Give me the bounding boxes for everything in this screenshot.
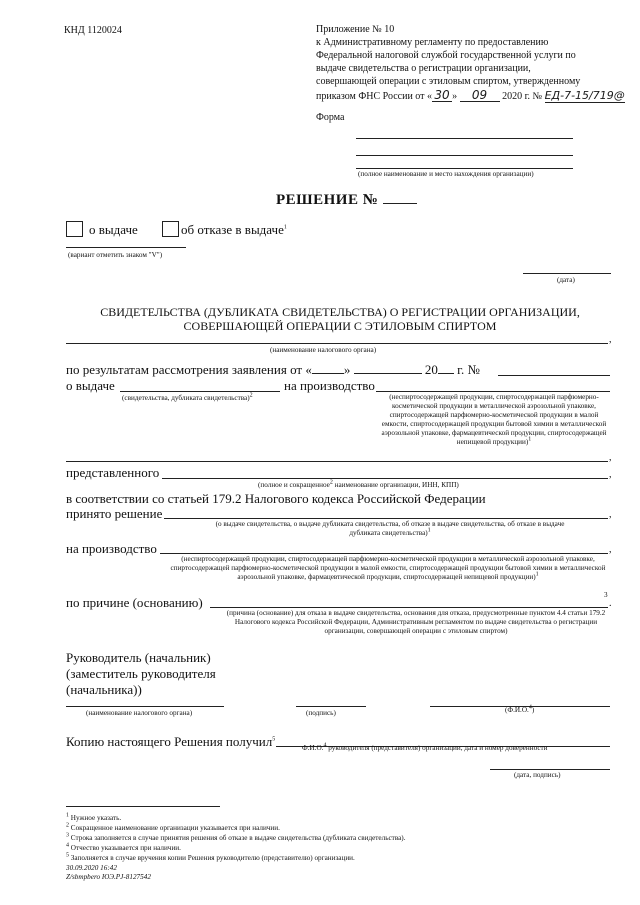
- footnote-text: Заполняется в случае вручения копии Решения руководителю (представителю) организации.: [70, 854, 355, 862]
- footnote-ref: 5: [272, 736, 276, 743]
- decision-made-label: принято решение: [66, 506, 163, 521]
- footnote-number: 4: [66, 842, 69, 849]
- sign-signature-line[interactable]: [296, 706, 366, 707]
- production2-caption: [164, 555, 612, 582]
- tax-body-comma: ,: [609, 334, 612, 345]
- tax-body-line[interactable]: [66, 343, 608, 344]
- date-sign-line[interactable]: [490, 769, 610, 770]
- footnote-ref: 1: [283, 224, 287, 231]
- date-line[interactable]: [523, 273, 611, 274]
- presented-caption-a: (полное и сокращенное: [258, 481, 330, 489]
- checkbox-issue-label: о выдаче: [89, 222, 138, 237]
- production-label: на производство: [284, 378, 375, 393]
- knd-code: КНД 1120024: [64, 25, 122, 36]
- footnote-ref: 1: [535, 571, 539, 578]
- decision-comma: ,: [609, 509, 612, 520]
- footnote-text: Строка заполняется в случае принятия решения об отказе в выдаче свидетельства (дубликата свидетельства).: [70, 834, 406, 842]
- reason-dot: .: [609, 598, 612, 609]
- production2-caption-text: (неспиртосодержащей продукции, спиртосодержащей парфюмерно-косметической продукции в металлической аэрозольной упаковке, спиртосодержащей парфюмерно-косметической продукции в малой емкости, спиртосодержащей продукции бытовой химии в металлической аэрозольной упаковке, фармацевтической продукции, спиртосодержащей непищевой продукции): [170, 555, 606, 581]
- sign-caption-signature: (подпись): [306, 709, 336, 717]
- order-month: 09: [460, 89, 500, 102]
- head-line-1: Руководитель (начальник): [66, 650, 211, 665]
- review-suffix: г. №: [457, 362, 480, 377]
- checkbox-issue[interactable]: [66, 221, 83, 237]
- footnote-ref: 2: [249, 392, 253, 399]
- cert-title-2: СОВЕРШАЮЩЕЙ ОПЕРАЦИИ С ЭТИЛОВЫМ СПИРТОМ: [183, 319, 497, 333]
- copy-label-text: Копию настоящего Решения получил: [66, 734, 273, 749]
- appendix-line-6: [316, 89, 625, 103]
- production2-label: на производство: [66, 541, 157, 556]
- variant-line: [66, 247, 186, 248]
- decision-caption: [200, 520, 580, 538]
- order-mid1: »: [452, 91, 458, 102]
- footnote-5: [66, 854, 355, 863]
- production-field[interactable]: [376, 391, 610, 392]
- head-line-2: (заместитель руководителя: [66, 666, 216, 681]
- decision-title-text: РЕШЕНИЕ №: [276, 192, 379, 208]
- sign-caption-tax: (наименование налогового органа): [86, 709, 193, 717]
- production-caption-text: (неспиртосодержащей продукции, спиртосодержащей парфюмерно-косметической продукции в металлической аэрозольной упаковке, спиртосодержащей парфюмерно-косметической продукции в малой емкости, спиртосодержащей продукции бытовой химии в металлической аэрозольной упаковке, фармацевтической продукции, спиртосодержащей непищевой продукции): [381, 393, 607, 446]
- review-line: [66, 362, 480, 377]
- tax-body-caption: (наименование налогового органа): [270, 346, 377, 354]
- according-text: в соответствии со статьей 179.2 Налогового кодекса Российской Федерации: [66, 491, 486, 506]
- production-caption: [376, 393, 612, 447]
- presented-field[interactable]: [162, 478, 608, 479]
- blank-comma: ,: [609, 452, 612, 463]
- decision-caption-text: (о выдаче свидетельства, о выдаче дубликата свидетельства, об отказе в выдаче свидетельства, об отказе в выдаче дубликата свидетельства): [215, 520, 565, 537]
- head-line-3: (начальника)): [66, 682, 142, 697]
- copy-caption: [302, 744, 548, 753]
- review-year: 20: [424, 362, 438, 377]
- appendix-line-4: выдаче свидетельства о регистрации организации,: [316, 63, 531, 74]
- footnote-number: 3: [66, 832, 69, 839]
- footnote-ref: 1: [427, 527, 431, 534]
- sign-tax-line[interactable]: [66, 706, 224, 707]
- footnote-text: Отчество указывается при наличии.: [70, 844, 181, 852]
- review-mid: »: [343, 362, 351, 377]
- decision-made-field[interactable]: [164, 518, 608, 519]
- footnote-2: [66, 824, 280, 833]
- footnote-ref: 4: [528, 704, 532, 711]
- checkbox-refuse-label: [181, 222, 287, 237]
- copy-caption-b: руководителя (представителя) организации, дата и номер доверенности: [328, 744, 548, 752]
- reason-sup: 3: [604, 591, 608, 599]
- footnote-number: 1: [66, 812, 69, 819]
- appendix-line-3: Федеральной налоговой службой государственной услуги по: [316, 50, 576, 61]
- presented-caption: [258, 481, 459, 490]
- decision-title: [276, 192, 417, 209]
- footnote-text: Сокращенное наименование организации указывается при наличии.: [70, 824, 280, 832]
- date-sign-caption: (дата, подпись): [514, 771, 561, 779]
- sign-caption-fio-end: ): [531, 706, 535, 714]
- footnote-ref: 1: [528, 436, 532, 443]
- appendix-line-5: совершающей операции с этиловым спиртом, утвержденному: [316, 76, 581, 87]
- org-line-3: [356, 168, 573, 169]
- footnote-3: [66, 834, 406, 843]
- footnote-separator: [66, 806, 220, 807]
- sign-caption-fio: [505, 706, 534, 715]
- footnote-ref: 4: [323, 742, 327, 749]
- order-mid2: 2020 г. №: [502, 91, 543, 102]
- org-line-1: [356, 138, 573, 139]
- checkbox-refuse[interactable]: [162, 221, 179, 237]
- org-caption: (полное наименование и место нахождения организации): [358, 170, 534, 178]
- decision-number-field[interactable]: [383, 203, 417, 204]
- blank-line[interactable]: [66, 461, 608, 462]
- review-day-field[interactable]: [312, 373, 344, 374]
- date-caption: (дата): [557, 276, 575, 284]
- presented-caption-b: наименование организации, ИНН, КПП): [334, 481, 459, 489]
- issue-field[interactable]: [120, 391, 280, 392]
- footnote-number: 2: [66, 822, 69, 829]
- footnote-number: 5: [66, 852, 69, 859]
- review-prefix: по результатам рассмотрения заявления от «: [66, 362, 312, 377]
- org-line-2: [356, 155, 573, 156]
- stamp-date: 30.09.2020 16:42: [66, 864, 117, 872]
- footnote-text: Нужное указать.: [70, 814, 122, 822]
- production2-comma: ,: [609, 544, 612, 555]
- footnote-4: [66, 844, 181, 853]
- presented-comma: ,: [609, 469, 612, 480]
- checkbox-refuse-text: об отказе в выдаче: [181, 222, 284, 237]
- presented-label: представленного: [66, 465, 160, 480]
- reason-field[interactable]: [210, 607, 608, 608]
- appendix-line-1: Приложение № 10: [316, 24, 395, 35]
- reason-caption: (причина (основание) для отказа в выдаче свидетельства, основания для отказа, предусмотренные пунктом 4.4 статьи 179.2 Налогового кодекса Российской Федерации, Административным регламентом по выдаче свидетельства о регистрации организации, совершающей операции с этиловым спиртом): [226, 609, 606, 635]
- issue-caption: [122, 394, 253, 403]
- issue-label: о выдаче: [66, 378, 115, 393]
- stamp-id: Z/sbmpbero ЮЭ.PJ-8127542: [66, 873, 151, 881]
- copy-caption-a: Ф.И.О.: [302, 744, 324, 752]
- review-month-field[interactable]: [354, 373, 422, 374]
- review-year-field[interactable]: [438, 373, 454, 374]
- review-number-field[interactable]: [498, 375, 610, 376]
- appendix-line-2: к Административному регламенту по предоставлению: [316, 37, 549, 48]
- variant-caption: (вариант отметить знаком "V"): [68, 251, 163, 259]
- reason-label: по причине (основанию): [66, 595, 203, 610]
- copy-label: [66, 734, 275, 749]
- order-prefix: приказом ФНС России от «: [316, 91, 433, 102]
- production2-field[interactable]: [160, 553, 608, 554]
- footnote-ref: 2: [329, 479, 333, 486]
- order-day: 30: [432, 89, 452, 102]
- order-number: ЕД-7-15/719@: [544, 89, 625, 102]
- form-label: Форма: [316, 112, 345, 123]
- footnote-1: [66, 814, 121, 823]
- issue-caption-text: (свидетельства, дубликата свидетельства): [122, 394, 250, 402]
- sign-caption-fio-text: (Ф.И.О.: [505, 706, 529, 714]
- cert-title-1: СВИДЕТЕЛЬСТВА (ДУБЛИКАТА СВИДЕТЕЛЬСТВА) О РЕГИСТРАЦИИ ОРГАНИЗАЦИИ,: [100, 305, 580, 319]
